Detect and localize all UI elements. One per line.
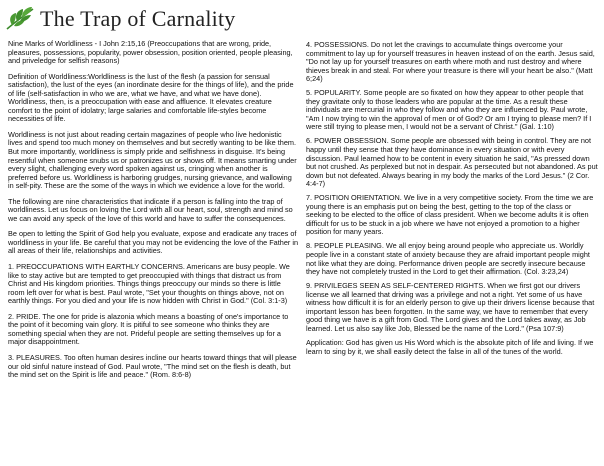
paragraph-definition: Definition of Worldliness:Worldliness is the lust of the flesh (a passion for sensual satisfaction), the lust of the eyes (an inordinate desire for the things of life), and the pride of life (self-satisfaction in who we are, what we have, and what we have done). Worldliness, then, is a preoccupation with ease and affluence. It elevates creature comfort to the point of idolatry; large salaries and comfortable life-styles become necessities of life. — [8, 71, 294, 124]
paragraph-intro: Nine Marks of Worldliness - I John 2:15,16 (Preoccupations that are wrong, pride, pleasures, possessions, popularity, power obsession, position oriented, people pleasing, and priveledge for selfish reasons) — [8, 39, 293, 66]
paragraph-mark-8: 8. PEOPLE PLEASING. We all enjoy being around people who appreciate us. Worldly people live in a constant state of anxiety because they are afraid important people might not like what they are doing. Performance driven people are secretly insecure because they have not completely trusted in the Lord to get their affirmation. (Col. 3:23,24) — [306, 241, 590, 277]
right-column — [306, 41, 598, 362]
title-block — [4, 2, 235, 36]
page-title: The Trap of Carnality — [40, 6, 236, 31]
paragraph-mark-3: 3. PLEASURES. Too often human desires incline our hearts toward things that will please our old sinful nature instead of God. Paul wrote, "The mind set on the flesh is death, but the mind set on the Spirit is life and peace." (Rom. 8:6-8) — [8, 352, 297, 380]
left-column — [8, 40, 298, 387]
paragraph-mark-5: 5. POPULARITY. Some people are so fixated on how they appear to other people that they gravitate only to those leaders who are popular at the time. As a result these individuals are mercurial in who they follow and who they are influenced by. Paul wrote, "Am I now trying to win the approval of men or of God? Or am I trying to please men? If I were still trying to please men, I would not be a servant of Christ." (Gal. 1:10) — [306, 88, 592, 132]
paragraph-mark-6: 6. POWER OBSESSION. Some people are obsessed with being in control. They are not happy until they sense that they have dominance in every situation or with every discussion. Paul learned how to be content in every situation he said, "As pressed down but not crushed. As perplexed but not in despair. As persecuted but not abandoned. As put down but not defeated. Always bearing in my body the marks of the Lord Jesus." (2 Cor. 4:4-7) — [306, 136, 598, 189]
leaf-sprig-icon — [4, 5, 36, 33]
paragraph-mark-1: 1. PREOCCUPATIONS WITH EARTHLY CONCERNS. Americans are busy people. We like to stay active but are tempted to get preoccupied with things that distract us from Christ and His kingdom priorities. Things things preoccupy our minds so there is little room left over for what is best. Paul wrote, "Set your thoughts on things above, not on earthly things. For you died and your life is now hidden with Christ in God." (Col. 3:1-3) — [8, 262, 290, 306]
paragraph-mark-9: 9. PRIVILEGES SEEN AS SELF-CENTERED RIGHTS. When we first got our drivers license we all learned that driving was a privilege and not a right. Yet some of us have witness how difficult it is for an elderly person to give up their drivers license because that important lesson has been forgotten. In the same way, we have to remember that every good thing we have is a gift from God. The Lord gives and the Lord takes away, as Job learned. Let us also say like Job, Blessed be the name of the Lord." (Psa 107:9) — [306, 281, 595, 333]
paragraph-mark-2: 2. PRIDE. The one for pride is alazonia which means a boasting of one's importance to the point of it becoming vain glory. It is pitiful to see someone who thinks they are something special when they are not. Prideful people are setting themselves up for a major disappointment. — [8, 311, 289, 347]
paragraph-evaluate: Be open to letting the Spirit of God help you evaluate, expose and eradicate any traces of worldliness in your life. Be careful that you may not be evidencing the love of the Father in all areas of their life, relationships and activities. — [8, 229, 299, 256]
paragraph-mark-4: 4. POSSESSIONS. Do not let the cravings to accumulate things overcome your commitment to lay up for yourself treasures in heaven instead of on the earth. Jesus said, "Do not lay up for yourself treasures on earth where moth and rust destroy and where thieves break in and steal. For where your treasure is there will your heart be also." (Matt 6;24) — [306, 40, 595, 84]
paragraph-worldliness: Worldliness is not just about reading certain magazines of people who live hedonistic lives and spend too much money on themselves and but secretly wanting to be like them. But more importantly, worldliness is simply pride and selfishness in disguise. It's being resentful when someone snubs us or patronizes us or shows off. It means smarting under every slight, challenging every word spoken against us, cringing when another is preferred before us. Worldliness is harboring grudges, nursing grievance, and wallowing in self-pity. These are the some of the ways in which we evidence a love for the world. — [8, 129, 297, 191]
paragraph-characteristics: The following are nine characteristics that indicate if a person is falling into the trap of worldliness. Let us focus on loving the Lord with all our heart, soul, strength and mind so we can avoid any speck of the love of this world and have to suffer the consequences. — [8, 196, 293, 223]
paragraph-mark-7: 7. POSITION ORIENTATION. We live in a very competitive society. From the time we are young there is an emphasis put on being the best, getting to the top of the class or seeking to be elected to the office of class president. When we become adults it is often difficult for us to be stuck in a job where we have not enjoyed a promotion to a higher position for many years. — [306, 193, 594, 237]
paragraph-application: Application: God has given us His Word which is the absolute pitch of life and living. If we learn to sing by it, we shall easily detect the false in all of the tunes of the world. — [306, 337, 594, 356]
